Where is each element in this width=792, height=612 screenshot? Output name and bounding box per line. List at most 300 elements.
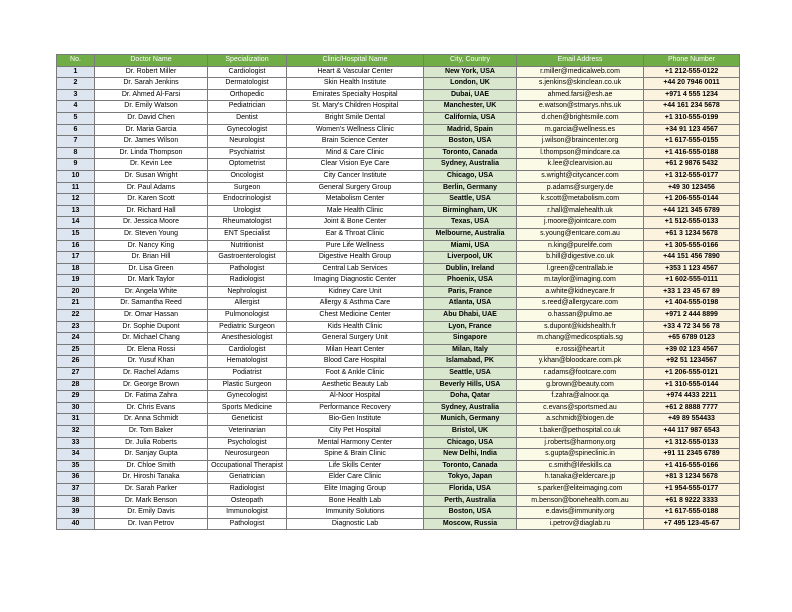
phone-number[interactable]: +49 89 554433 — [644, 414, 740, 426]
email-address[interactable]: h.tanaka@eldercare.jp — [517, 472, 644, 484]
email-address[interactable]: j.wilson@braincenter.org — [517, 136, 644, 148]
phone-number[interactable]: +44 20 7946 0011 — [644, 78, 740, 90]
doctor-name[interactable]: Dr. Sanjay Gupta — [95, 449, 208, 461]
doctor-name[interactable]: Dr. Richard Hall — [95, 205, 208, 217]
specialization[interactable]: Oncologist — [208, 170, 287, 182]
email-address[interactable]: y.khan@bloodcare.com.pk — [517, 356, 644, 368]
doctor-name[interactable]: Dr. Elena Rossi — [95, 344, 208, 356]
specialization[interactable]: Neurosurgeon — [208, 449, 287, 461]
clinic-name[interactable]: Performance Recovery — [287, 402, 424, 414]
row-number[interactable]: 16 — [57, 240, 95, 252]
specialization[interactable]: Hematologist — [208, 356, 287, 368]
specialization[interactable]: Urologist — [208, 205, 287, 217]
clinic-name[interactable]: Ear & Throat Clinic — [287, 228, 424, 240]
doctor-name[interactable]: Dr. Paul Adams — [95, 182, 208, 194]
phone-number[interactable]: +1 954-555-0177 — [644, 483, 740, 495]
specialization[interactable]: Plastic Surgeon — [208, 379, 287, 391]
doctor-name[interactable]: Dr. Mark Taylor — [95, 275, 208, 287]
doctor-name[interactable]: Dr. Sarah Parker — [95, 483, 208, 495]
doctor-name[interactable]: Dr. Angela White — [95, 286, 208, 298]
row-number[interactable]: 36 — [57, 472, 95, 484]
table-row — [57, 344, 740, 356]
clinic-name[interactable]: Elite Imaging Group — [287, 483, 424, 495]
clinic-name[interactable]: Imaging Diagnostic Center — [287, 275, 424, 287]
row-number[interactable]: 33 — [57, 437, 95, 449]
doctor-name[interactable]: Dr. James Wilson — [95, 136, 208, 148]
city-country[interactable]: Seattle, USA — [424, 368, 517, 380]
specialization[interactable]: Gastroenterologist — [208, 252, 287, 264]
city-country[interactable]: Berlin, Germany — [424, 182, 517, 194]
specialization[interactable]: Rheumatologist — [208, 217, 287, 229]
phone-number[interactable]: +971 4 555 1234 — [644, 89, 740, 101]
city-country[interactable]: California, USA — [424, 112, 517, 124]
row-number[interactable]: 23 — [57, 321, 95, 333]
city-country[interactable]: Abu Dhabi, UAE — [424, 310, 517, 322]
row-number[interactable]: 39 — [57, 507, 95, 519]
clinic-name[interactable]: General Surgery Unit — [287, 333, 424, 345]
row-number[interactable]: 27 — [57, 368, 95, 380]
city-country[interactable]: Chicago, USA — [424, 437, 517, 449]
specialization[interactable]: Gynecologist — [208, 124, 287, 136]
clinic-name[interactable]: City Pet Hospital — [287, 426, 424, 438]
email-address[interactable]: i.petrov@diaglab.ru — [517, 518, 644, 530]
phone-number[interactable]: +1 512-555-0133 — [644, 217, 740, 229]
city-country[interactable]: Phoenix, USA — [424, 275, 517, 287]
doctor-name[interactable]: Dr. Robert Miller — [95, 66, 208, 78]
specialization[interactable]: Orthopedic — [208, 89, 287, 101]
row-number[interactable]: 38 — [57, 495, 95, 507]
email-address[interactable]: f.zahra@alnoor.qa — [517, 391, 644, 403]
table-row — [57, 298, 740, 310]
table-row — [57, 495, 740, 507]
city-country[interactable]: Manchester, UK — [424, 101, 517, 113]
table-row — [57, 391, 740, 403]
row-number[interactable]: 21 — [57, 298, 95, 310]
doctor-name[interactable]: Dr. Susan Wright — [95, 170, 208, 182]
phone-number[interactable]: +1 310-555-0199 — [644, 112, 740, 124]
email-address[interactable]: l.thompson@mindcare.ca — [517, 147, 644, 159]
doctor-name[interactable]: Dr. Hiroshi Tanaka — [95, 472, 208, 484]
email-address[interactable]: d.chen@brightsmile.com — [517, 112, 644, 124]
row-number[interactable]: 20 — [57, 286, 95, 298]
email-address[interactable]: o.hassan@pulmo.ae — [517, 310, 644, 322]
email-address[interactable]: j.moore@jointcare.com — [517, 217, 644, 229]
doctor-name[interactable]: Dr. Sophie Dupont — [95, 321, 208, 333]
city-country[interactable]: Miami, USA — [424, 240, 517, 252]
phone-number[interactable]: +1 602-555-0111 — [644, 275, 740, 287]
doctor-name[interactable]: Dr. Nancy King — [95, 240, 208, 252]
doctor-name[interactable]: Dr. Emily Davis — [95, 507, 208, 519]
phone-number[interactable]: +971 2 444 8899 — [644, 310, 740, 322]
header-phone: Phone Number — [644, 55, 740, 67]
clinic-name[interactable]: Bio-Gen Institute — [287, 414, 424, 426]
table-row — [57, 275, 740, 287]
doctor-name[interactable]: Dr. Julia Roberts — [95, 437, 208, 449]
doctor-name[interactable]: Dr. David Chen — [95, 112, 208, 124]
table-row — [57, 136, 740, 148]
table-row — [57, 147, 740, 159]
doctor-name[interactable]: Dr. Ivan Petrov — [95, 518, 208, 530]
doctor-name[interactable]: Dr. Karen Scott — [95, 194, 208, 206]
email-address[interactable]: s.parker@eliteimaging.com — [517, 483, 644, 495]
email-address[interactable]: g.brown@beauty.com — [517, 379, 644, 391]
row-number[interactable]: 24 — [57, 333, 95, 345]
city-country[interactable]: Lyon, France — [424, 321, 517, 333]
city-country[interactable]: Birmingham, UK — [424, 205, 517, 217]
phone-number[interactable]: +1 312-555-0133 — [644, 437, 740, 449]
row-number[interactable]: 1 — [57, 66, 95, 78]
doctor-name[interactable]: Dr. Steven Young — [95, 228, 208, 240]
clinic-name[interactable]: Bright Smile Dental — [287, 112, 424, 124]
specialization[interactable]: Pulmonologist — [208, 310, 287, 322]
city-country[interactable]: Florida, USA — [424, 483, 517, 495]
email-address[interactable]: s.young@entcare.com.au — [517, 228, 644, 240]
doctor-name[interactable]: Dr. Rachel Adams — [95, 368, 208, 380]
clinic-name[interactable]: Kidney Care Unit — [287, 286, 424, 298]
specialization[interactable]: ENT Specialist — [208, 228, 287, 240]
row-number[interactable]: 34 — [57, 449, 95, 461]
specialization[interactable]: Radiologist — [208, 483, 287, 495]
specialization[interactable]: Osteopath — [208, 495, 287, 507]
clinic-name[interactable]: Bone Health Lab — [287, 495, 424, 507]
specialization[interactable]: Radiologist — [208, 275, 287, 287]
phone-number[interactable]: +33 4 72 34 56 78 — [644, 321, 740, 333]
city-country[interactable]: Islamabad, PK — [424, 356, 517, 368]
phone-number[interactable]: +91 11 2345 6789 — [644, 449, 740, 461]
email-address[interactable]: s.gupta@spineclinic.in — [517, 449, 644, 461]
row-number[interactable]: 19 — [57, 275, 95, 287]
phone-number[interactable]: +1 416-555-0166 — [644, 460, 740, 472]
specialization[interactable]: Allergist — [208, 298, 287, 310]
row-number[interactable]: 12 — [57, 194, 95, 206]
phone-number[interactable]: +33 1 23 45 67 89 — [644, 286, 740, 298]
email-address[interactable]: p.adams@surgery.de — [517, 182, 644, 194]
specialization[interactable]: Surgeon — [208, 182, 287, 194]
clinic-name[interactable]: City Cancer Institute — [287, 170, 424, 182]
doctor-name[interactable]: Dr. Yusuf Khan — [95, 356, 208, 368]
email-address[interactable]: s.jenkins@skinclean.co.uk — [517, 78, 644, 90]
city-country[interactable]: Atlanta, USA — [424, 298, 517, 310]
city-country[interactable]: Moscow, Russia — [424, 518, 517, 530]
phone-number[interactable]: +1 206-555-0144 — [644, 194, 740, 206]
clinic-name[interactable]: Diagnostic Lab — [287, 518, 424, 530]
email-address[interactable]: r.adams@footcare.com — [517, 368, 644, 380]
email-address[interactable]: e.davis@immunity.org — [517, 507, 644, 519]
phone-number[interactable]: +353 1 123 4567 — [644, 263, 740, 275]
row-number[interactable]: 26 — [57, 356, 95, 368]
city-country[interactable]: Tokyo, Japan — [424, 472, 517, 484]
doctor-name[interactable]: Dr. Kevin Lee — [95, 159, 208, 171]
doctor-name[interactable]: Dr. Michael Chang — [95, 333, 208, 345]
phone-number[interactable]: +1 617-555-0188 — [644, 507, 740, 519]
clinic-name[interactable]: Mental Harmony Center — [287, 437, 424, 449]
specialization[interactable]: Cardiologist — [208, 66, 287, 78]
doctor-directory-table — [56, 54, 740, 530]
table-row — [57, 460, 740, 472]
clinic-name[interactable]: Blood Care Hospital — [287, 356, 424, 368]
row-number[interactable]: 18 — [57, 263, 95, 275]
phone-number[interactable]: +61 8 9222 3333 — [644, 495, 740, 507]
doctor-name[interactable]: Dr. Tom Baker — [95, 426, 208, 438]
specialization[interactable]: Dermatologist — [208, 78, 287, 90]
city-country[interactable]: New York, USA — [424, 66, 517, 78]
doctor-name[interactable]: Dr. Anna Schmidt — [95, 414, 208, 426]
phone-number[interactable]: +34 91 123 4567 — [644, 124, 740, 136]
specialization[interactable]: Cardiologist — [208, 344, 287, 356]
clinic-name[interactable]: Kids Health Clinic — [287, 321, 424, 333]
row-number[interactable]: 28 — [57, 379, 95, 391]
email-address[interactable]: s.dupont@kidshealth.fr — [517, 321, 644, 333]
row-number[interactable]: 8 — [57, 147, 95, 159]
specialization[interactable]: Psychologist — [208, 437, 287, 449]
email-address[interactable]: j.roberts@harmony.org — [517, 437, 644, 449]
doctor-name[interactable]: Dr. Maria Garcia — [95, 124, 208, 136]
table-row — [57, 78, 740, 90]
clinic-name[interactable]: Milan Heart Center — [287, 344, 424, 356]
clinic-name[interactable]: Mind & Care Clinic — [287, 147, 424, 159]
email-address[interactable]: s.reed@allergycare.com — [517, 298, 644, 310]
phone-number[interactable]: +44 151 456 7890 — [644, 252, 740, 264]
city-country[interactable]: Sydney, Australia — [424, 159, 517, 171]
doctor-name[interactable]: Dr. Emily Watson — [95, 101, 208, 113]
email-address[interactable]: e.watson@stmarys.nhs.uk — [517, 101, 644, 113]
specialization[interactable]: Geriatrician — [208, 472, 287, 484]
email-address[interactable]: c.smith@lifeskills.ca — [517, 460, 644, 472]
row-number[interactable]: 4 — [57, 101, 95, 113]
specialization[interactable]: Pediatric Surgeon — [208, 321, 287, 333]
city-country[interactable]: Madrid, Spain — [424, 124, 517, 136]
email-address[interactable]: ahmed.farsi@esh.ae — [517, 89, 644, 101]
email-address[interactable]: t.baker@pethospital.co.uk — [517, 426, 644, 438]
clinic-name[interactable]: St. Mary's Children Hospital — [287, 101, 424, 113]
specialization[interactable]: Geneticist — [208, 414, 287, 426]
clinic-name[interactable]: Life Skills Center — [287, 460, 424, 472]
city-country[interactable]: Chicago, USA — [424, 170, 517, 182]
row-number[interactable]: 9 — [57, 159, 95, 171]
specialization[interactable]: Nephrologist — [208, 286, 287, 298]
city-country[interactable]: Perth, Australia — [424, 495, 517, 507]
table-body — [57, 66, 740, 530]
city-country[interactable]: Doha, Qatar — [424, 391, 517, 403]
phone-number[interactable]: +1 212-555-0122 — [644, 66, 740, 78]
email-address[interactable]: m.taylor@imaging.com — [517, 275, 644, 287]
email-address[interactable]: a.white@kidneycare.fr — [517, 286, 644, 298]
email-address[interactable]: k.lee@clearvision.au — [517, 159, 644, 171]
city-country[interactable]: New Delhi, India — [424, 449, 517, 461]
city-country[interactable]: Melbourne, Australia — [424, 228, 517, 240]
city-country[interactable]: Dublin, Ireland — [424, 263, 517, 275]
city-country[interactable]: Sydney, Australia — [424, 402, 517, 414]
email-address[interactable]: r.miller@medicalweb.com — [517, 66, 644, 78]
email-address[interactable]: e.rossi@heart.it — [517, 344, 644, 356]
phone-number[interactable]: +1 416-555-0188 — [644, 147, 740, 159]
city-country[interactable]: Seattle, USA — [424, 194, 517, 206]
row-number[interactable]: 32 — [57, 426, 95, 438]
doctor-name[interactable]: Dr. Chloe Smith — [95, 460, 208, 472]
phone-number[interactable]: +1 206-555-0121 — [644, 368, 740, 380]
row-number[interactable]: 30 — [57, 402, 95, 414]
row-number[interactable]: 31 — [57, 414, 95, 426]
doctor-name[interactable]: Dr. Samantha Reed — [95, 298, 208, 310]
clinic-name[interactable]: Brain Science Center — [287, 136, 424, 148]
email-address[interactable]: l.green@centrallab.ie — [517, 263, 644, 275]
phone-number[interactable]: +1 617-555-0155 — [644, 136, 740, 148]
specialization[interactable]: Psychiatrist — [208, 147, 287, 159]
phone-number[interactable]: +61 2 9876 5432 — [644, 159, 740, 171]
city-country[interactable]: Munich, Germany — [424, 414, 517, 426]
specialization[interactable]: Neurologist — [208, 136, 287, 148]
row-number[interactable]: 2 — [57, 78, 95, 90]
city-country[interactable]: London, UK — [424, 78, 517, 90]
row-number[interactable]: 17 — [57, 252, 95, 264]
city-country[interactable]: Texas, USA — [424, 217, 517, 229]
specialization[interactable]: Occupational Therapist — [208, 460, 287, 472]
doctor-name[interactable]: Dr. Sarah Jenkins — [95, 78, 208, 90]
table-row — [57, 472, 740, 484]
phone-number[interactable]: +61 2 8888 7777 — [644, 402, 740, 414]
doctor-name[interactable]: Dr. Ahmed Al-Farsi — [95, 89, 208, 101]
city-country[interactable]: Liverpool, UK — [424, 252, 517, 264]
table-row — [57, 89, 740, 101]
specialization[interactable]: Pediatrician — [208, 101, 287, 113]
row-number[interactable]: 15 — [57, 228, 95, 240]
row-number[interactable]: 10 — [57, 170, 95, 182]
clinic-name[interactable]: Al-Noor Hospital — [287, 391, 424, 403]
table-row — [57, 483, 740, 495]
specialization[interactable]: Veterinarian — [208, 426, 287, 438]
clinic-name[interactable]: Digestive Health Group — [287, 252, 424, 264]
email-address[interactable]: m.benson@bonehealth.com.au — [517, 495, 644, 507]
row-number[interactable]: 29 — [57, 391, 95, 403]
phone-number[interactable]: +39 02 123 4567 — [644, 344, 740, 356]
phone-number[interactable]: +81 3 1234 5678 — [644, 472, 740, 484]
city-country[interactable]: Bristol, UK — [424, 426, 517, 438]
email-address[interactable]: c.evans@sportsmed.au — [517, 402, 644, 414]
doctor-name[interactable]: Dr. Linda Thompson — [95, 147, 208, 159]
specialization[interactable]: Sports Medicine — [208, 402, 287, 414]
clinic-name[interactable]: Pure Life Wellness — [287, 240, 424, 252]
clinic-name[interactable]: Elder Care Clinic — [287, 472, 424, 484]
doctor-name[interactable]: Dr. Omar Hassan — [95, 310, 208, 322]
row-number[interactable]: 40 — [57, 518, 95, 530]
specialization[interactable]: Pathologist — [208, 518, 287, 530]
specialization[interactable]: Anesthesiologist — [208, 333, 287, 345]
doctor-name[interactable]: Dr. Mark Benson — [95, 495, 208, 507]
clinic-name[interactable]: Central Lab Services — [287, 263, 424, 275]
clinic-name[interactable]: Spine & Brain Clinic — [287, 449, 424, 461]
doctor-name[interactable]: Dr. Lisa Green — [95, 263, 208, 275]
specialization[interactable]: Immunologist — [208, 507, 287, 519]
clinic-name[interactable]: Joint & Bone Center — [287, 217, 424, 229]
email-address[interactable]: m.garcia@wellness.es — [517, 124, 644, 136]
email-address[interactable]: m.chang@medicosptials.sg — [517, 333, 644, 345]
row-number[interactable]: 6 — [57, 124, 95, 136]
city-country[interactable]: Singapore — [424, 333, 517, 345]
clinic-name[interactable]: Aesthetic Beauty Lab — [287, 379, 424, 391]
phone-number[interactable]: +7 495 123-45-67 — [644, 518, 740, 530]
doctor-name[interactable]: Dr. Brian Hill — [95, 252, 208, 264]
phone-number[interactable]: +92 51 1234567 — [644, 356, 740, 368]
clinic-name[interactable]: Chest Medicine Center — [287, 310, 424, 322]
row-number[interactable]: 25 — [57, 344, 95, 356]
email-address[interactable]: k.scott@metabolism.com — [517, 194, 644, 206]
email-address[interactable]: b.hill@digestive.co.uk — [517, 252, 644, 264]
email-address[interactable]: a.schmidt@biogen.de — [517, 414, 644, 426]
clinic-name[interactable]: Clear Vision Eye Care — [287, 159, 424, 171]
specialization[interactable]: Podiatrist — [208, 368, 287, 380]
phone-number[interactable]: +49 30 123456 — [644, 182, 740, 194]
table-row — [57, 437, 740, 449]
phone-number[interactable]: +1 312-555-0177 — [644, 170, 740, 182]
doctor-name[interactable]: Dr. George Brown — [95, 379, 208, 391]
specialization[interactable]: Nutritionist — [208, 240, 287, 252]
row-number[interactable]: 14 — [57, 217, 95, 229]
header-city-country: City, Country — [424, 55, 517, 67]
specialization[interactable]: Pathologist — [208, 263, 287, 275]
city-country[interactable]: Dubai, UAE — [424, 89, 517, 101]
row-number[interactable]: 13 — [57, 205, 95, 217]
city-country[interactable]: Toronto, Canada — [424, 147, 517, 159]
doctor-name[interactable]: Dr. Jessica Moore — [95, 217, 208, 229]
email-address[interactable]: r.hall@malehealth.uk — [517, 205, 644, 217]
row-number[interactable]: 35 — [57, 460, 95, 472]
city-country[interactable]: Boston, USA — [424, 507, 517, 519]
specialization[interactable]: Gynecologist — [208, 391, 287, 403]
phone-number[interactable]: +61 3 1234 5678 — [644, 228, 740, 240]
row-number[interactable]: 3 — [57, 89, 95, 101]
phone-number[interactable]: +1 305-555-0166 — [644, 240, 740, 252]
doctor-name[interactable]: Dr. Fatima Zahra — [95, 391, 208, 403]
row-number[interactable]: 22 — [57, 310, 95, 322]
city-country[interactable]: Paris, France — [424, 286, 517, 298]
clinic-name[interactable]: Male Health Clinic — [287, 205, 424, 217]
clinic-name[interactable]: General Surgery Group — [287, 182, 424, 194]
phone-number[interactable]: +65 6789 0123 — [644, 333, 740, 345]
clinic-name[interactable]: Heart & Vascular Center — [287, 66, 424, 78]
spreadsheet — [56, 54, 739, 530]
specialization[interactable]: Optometrist — [208, 159, 287, 171]
clinic-name[interactable]: Allergy & Asthma Care — [287, 298, 424, 310]
phone-number[interactable]: +44 117 987 6543 — [644, 426, 740, 438]
doctor-name[interactable]: Dr. Chris Evans — [95, 402, 208, 414]
row-number[interactable]: 7 — [57, 136, 95, 148]
specialization[interactable]: Dentist — [208, 112, 287, 124]
table-row — [57, 124, 740, 136]
phone-number[interactable]: +44 161 234 5678 — [644, 101, 740, 113]
city-country[interactable]: Milan, Italy — [424, 344, 517, 356]
clinic-name[interactable]: Skin Health Institute — [287, 78, 424, 90]
clinic-name[interactable]: Women's Wellness Clinic — [287, 124, 424, 136]
city-country[interactable]: Boston, USA — [424, 136, 517, 148]
phone-number[interactable]: +1 310-555-0144 — [644, 379, 740, 391]
row-number[interactable]: 5 — [57, 112, 95, 124]
specialization[interactable]: Endocrinologist — [208, 194, 287, 206]
clinic-name[interactable]: Emirates Specialty Hospital — [287, 89, 424, 101]
city-country[interactable]: Toronto, Canada — [424, 460, 517, 472]
phone-number[interactable]: +44 121 345 6789 — [644, 205, 740, 217]
row-number[interactable]: 37 — [57, 483, 95, 495]
clinic-name[interactable]: Immunity Solutions — [287, 507, 424, 519]
table-row — [57, 194, 740, 206]
clinic-name[interactable]: Foot & Ankle Clinic — [287, 368, 424, 380]
email-address[interactable]: n.king@purelife.com — [517, 240, 644, 252]
phone-number[interactable]: +974 4433 2211 — [644, 391, 740, 403]
email-address[interactable]: s.wright@citycancer.com — [517, 170, 644, 182]
city-country[interactable]: Beverly Hills, USA — [424, 379, 517, 391]
clinic-name[interactable]: Metabolism Center — [287, 194, 424, 206]
row-number[interactable]: 11 — [57, 182, 95, 194]
phone-number[interactable]: +1 404-555-0198 — [644, 298, 740, 310]
